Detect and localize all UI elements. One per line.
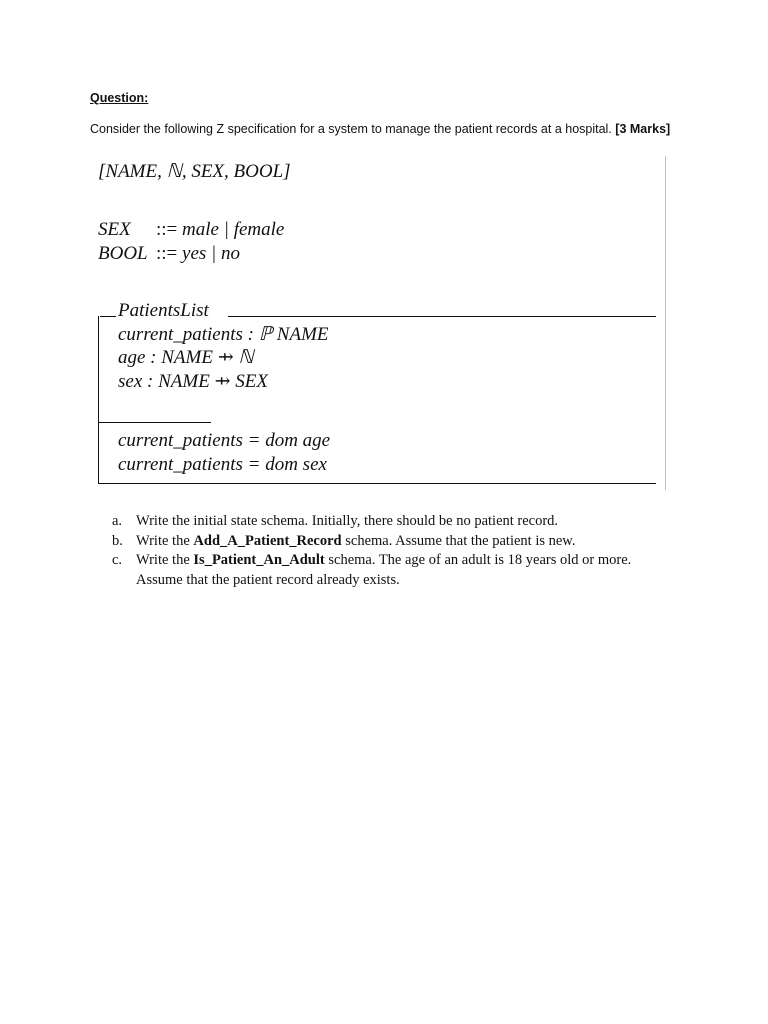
- schema-decl: sex : NAME ⇸ SEX: [118, 371, 268, 392]
- schema-left-border: [98, 316, 99, 484]
- spec-right-border: [665, 156, 666, 490]
- item-text: Write the initial state schema. Initially, there should be no patient record.: [136, 513, 559, 529]
- intro-text: Consider the following Z specification for a system to manage the patient records at a hospital.: [90, 122, 612, 136]
- given-sets: [NAME, ℕ, SEX, BOOL]: [98, 161, 291, 182]
- item-label: b.: [112, 532, 123, 549]
- schema-top-right-line: [228, 316, 656, 317]
- schema-predicate: current_patients = dom age: [118, 430, 331, 451]
- schema-name-bold: Is_Patient_An_Adult: [193, 552, 325, 568]
- question-heading: Question:: [90, 91, 149, 105]
- free-type-name: SEX: [98, 219, 131, 240]
- free-type-rhs: male | female: [182, 219, 285, 240]
- schema-decl: age : NAME ⇸ ℕ: [118, 347, 254, 368]
- free-type-rhs: yes | no: [182, 243, 241, 264]
- free-type-op: ::=: [156, 219, 178, 240]
- free-type-op: ::=: [156, 243, 178, 264]
- marks-label: [3 Marks]: [615, 122, 671, 136]
- free-type-name: BOOL: [98, 243, 148, 264]
- list-item: [112, 532, 672, 552]
- free-type-bool: [98, 243, 240, 265]
- list-item: [112, 551, 672, 590]
- list-item: [112, 512, 672, 532]
- item-label: c.: [112, 552, 123, 568]
- schema-name-bold: Add_A_Patient_Record: [193, 532, 342, 549]
- item-label: a.: [112, 513, 123, 529]
- item-text: schema. Assume that the patient is new.: [341, 532, 576, 549]
- item-text: schema. The age of an adult is 18 years old or more. Assume that the patient record already exists.: [136, 552, 632, 588]
- item-text: Write the: [136, 532, 194, 549]
- schema-decl: current_patients : ℙ NAME: [118, 324, 329, 345]
- schema-divider: [98, 422, 211, 423]
- question-list: [112, 512, 672, 590]
- schema-predicate: current_patients = dom sex: [118, 454, 327, 475]
- schema-name: PatientsList: [118, 300, 209, 321]
- question-intro: [90, 122, 670, 136]
- schema-top-left-line: [100, 316, 116, 317]
- item-text: Write the: [136, 552, 194, 568]
- schema-bottom-border: [98, 483, 656, 484]
- free-type-sex: [98, 219, 284, 241]
